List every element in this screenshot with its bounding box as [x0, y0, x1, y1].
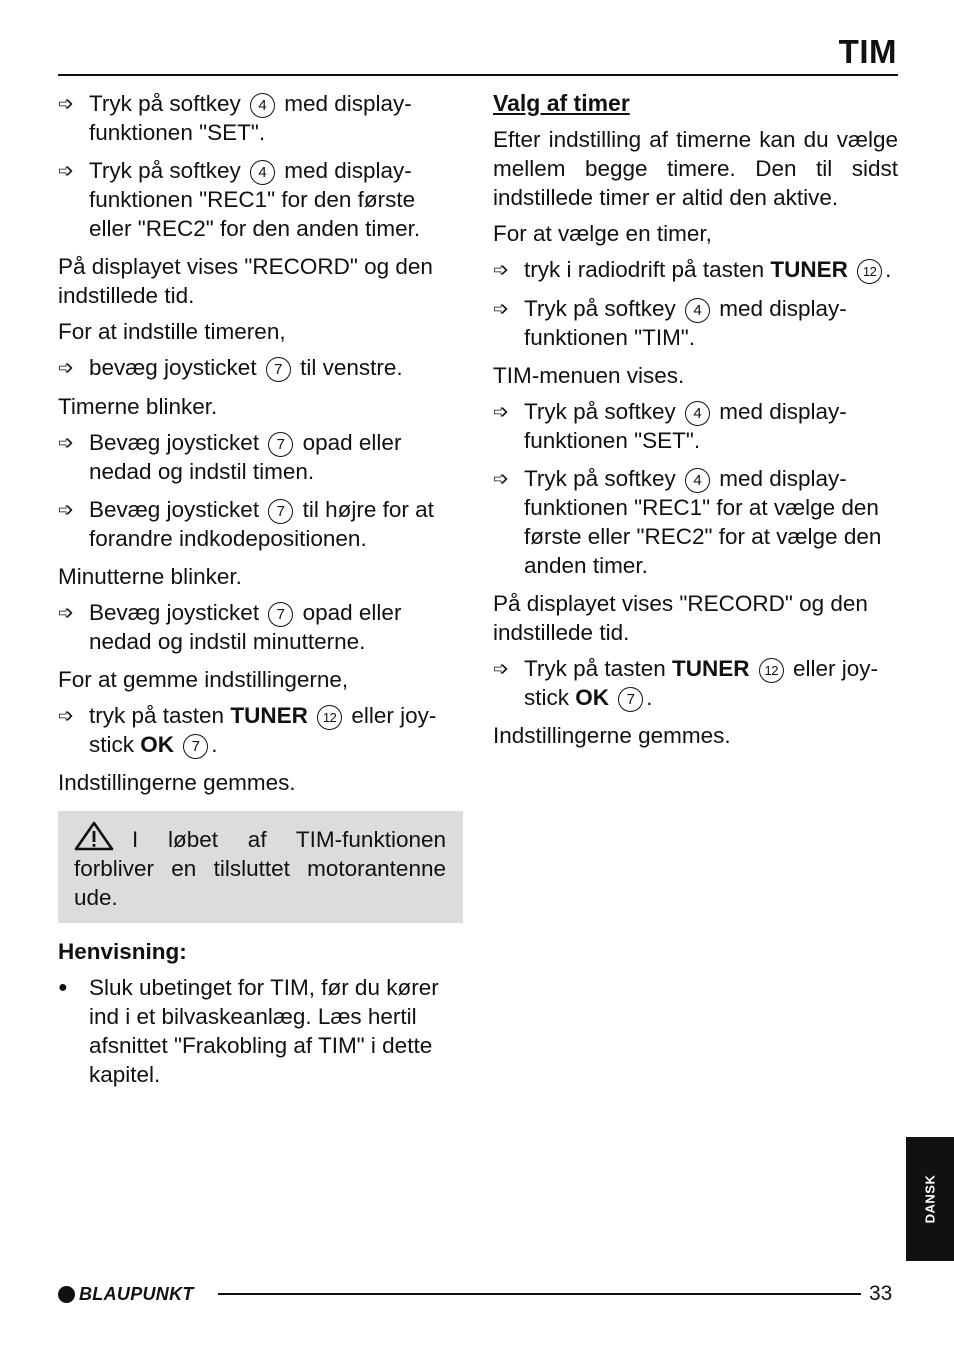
arrow-icon: ➩	[58, 161, 74, 182]
warning-box	[58, 811, 463, 923]
language-tab-label: DANSK	[922, 1174, 938, 1224]
paragraph: Indstillingerne gemmes.	[493, 723, 731, 748]
key-number-badge: 12	[759, 658, 784, 683]
paragraph: For at gemme indstillingerne,	[58, 667, 349, 692]
arrow-icon: ➩	[493, 469, 509, 490]
key-number-badge: 4	[250, 93, 275, 118]
paragraph: TIM-menuen vises.	[493, 363, 685, 388]
step-item: ➩ Tryk på softkey 4 med display-funktionen "TIM".	[493, 296, 847, 350]
key-number-badge: 4	[250, 160, 275, 185]
step-item: ➩ Tryk på softkey 4 med display-funktionen "SET".	[493, 399, 847, 453]
step-item: ➩ tryk i radiodrift på tasten TUNER 12 .	[493, 255, 898, 285]
warning-text: I løbet af TIM-funktionen forbliver en tilsluttet motorantenne ude.	[74, 827, 446, 910]
key-number-badge: 7	[268, 602, 293, 627]
step-item: ➩ Bevæg joysticket 7 opad eller nedad og indstil minutterne.	[58, 600, 402, 654]
page-title: TIM	[838, 33, 897, 70]
arrow-icon: ➩	[58, 603, 74, 624]
key-number-badge: 7	[268, 432, 293, 457]
step-item: ➩ Bevæg joysticket 7 opad eller nedad og indstil timen.	[58, 430, 402, 484]
arrow-icon: ➩	[58, 500, 74, 521]
note-heading: Henvisning:	[58, 939, 187, 964]
step-item: ➩ Tryk på tasten TUNER 12 eller joy-stick OK 7 .	[493, 656, 879, 710]
key-number-badge: 7	[618, 687, 643, 712]
paragraph: For at indstille timeren,	[58, 319, 286, 344]
paragraph: Indstillingerne gemmes.	[58, 770, 296, 795]
left-column	[58, 89, 463, 1089]
arrow-icon: ➩	[493, 659, 509, 680]
header-rule	[58, 74, 898, 76]
key-number-badge: 12	[857, 259, 882, 284]
key-number-badge: 7	[183, 734, 208, 759]
arrow-icon: ➩	[58, 433, 74, 454]
brand-name: BLAUPUNKT	[79, 1284, 194, 1304]
arrow-icon: ➩	[58, 706, 74, 727]
arrow-icon: ➩	[58, 358, 74, 379]
arrow-icon: ➩	[493, 299, 509, 320]
paragraph: Timerne blinker.	[58, 394, 218, 419]
step-item: ➩ tryk på tasten TUNER 12 eller joy-stick OK 7 .	[58, 703, 437, 757]
step-item: ➩ Tryk på softkey 4 med display-funktionen "SET".	[58, 91, 412, 145]
arrow-icon: ➩	[493, 260, 509, 281]
step-item: ➩ Bevæg joysticket 7 til højre for at forandre indkodepositionen.	[58, 497, 434, 551]
step-item: ➩ bevæg joysticket 7 til venstre.	[58, 353, 463, 383]
step-item: ➩ Tryk på softkey 4 med display-funktionen "REC1" for den første eller "REC2" for den anden timer.	[58, 158, 421, 241]
section-heading: Valg af timer	[493, 90, 630, 116]
arrow-icon: ➩	[493, 402, 509, 423]
warning-triangle-icon	[74, 821, 114, 851]
paragraph: Minutterne blinker.	[58, 564, 242, 589]
key-number-badge: 4	[685, 468, 710, 493]
paragraph: På displayet vises "RECORD" og den indstillede tid.	[58, 254, 433, 308]
brand-logo	[58, 1282, 194, 1306]
key-number-badge: 4	[685, 401, 710, 426]
note-bullet: ● Sluk ubetinget for TIM, før du kører ind i et bilvaskeanlæg. Læs hertil afsnittet "Frakobling af TIM" i dette kapitel.	[58, 975, 439, 1087]
paragraph: Efter indstilling af timerne kan du vælge mellem begge timere. Den til sidst indstillede timer er altid den aktive.	[493, 127, 898, 210]
right-column	[493, 89, 898, 757]
paragraph: For at vælge en timer,	[493, 221, 712, 246]
paragraph: På displayet vises "RECORD" og den indstillede tid.	[493, 591, 868, 645]
key-number-badge: 7	[266, 357, 291, 382]
arrow-icon: ➩	[58, 94, 74, 115]
step-item: ➩ Tryk på softkey 4 med display-funktionen "REC1" for at vælge den første eller "REC2" for at vælge den anden timer.	[493, 466, 882, 578]
key-number-badge: 7	[268, 499, 293, 524]
key-number-badge: 12	[317, 705, 342, 730]
logo-dot-icon	[58, 1286, 75, 1303]
key-number-badge: 4	[685, 298, 710, 323]
bullet-dot-icon: ●	[58, 979, 68, 996]
footer-rule	[218, 1293, 861, 1295]
page-number: 33	[869, 1282, 893, 1305]
language-tab	[906, 1137, 954, 1261]
